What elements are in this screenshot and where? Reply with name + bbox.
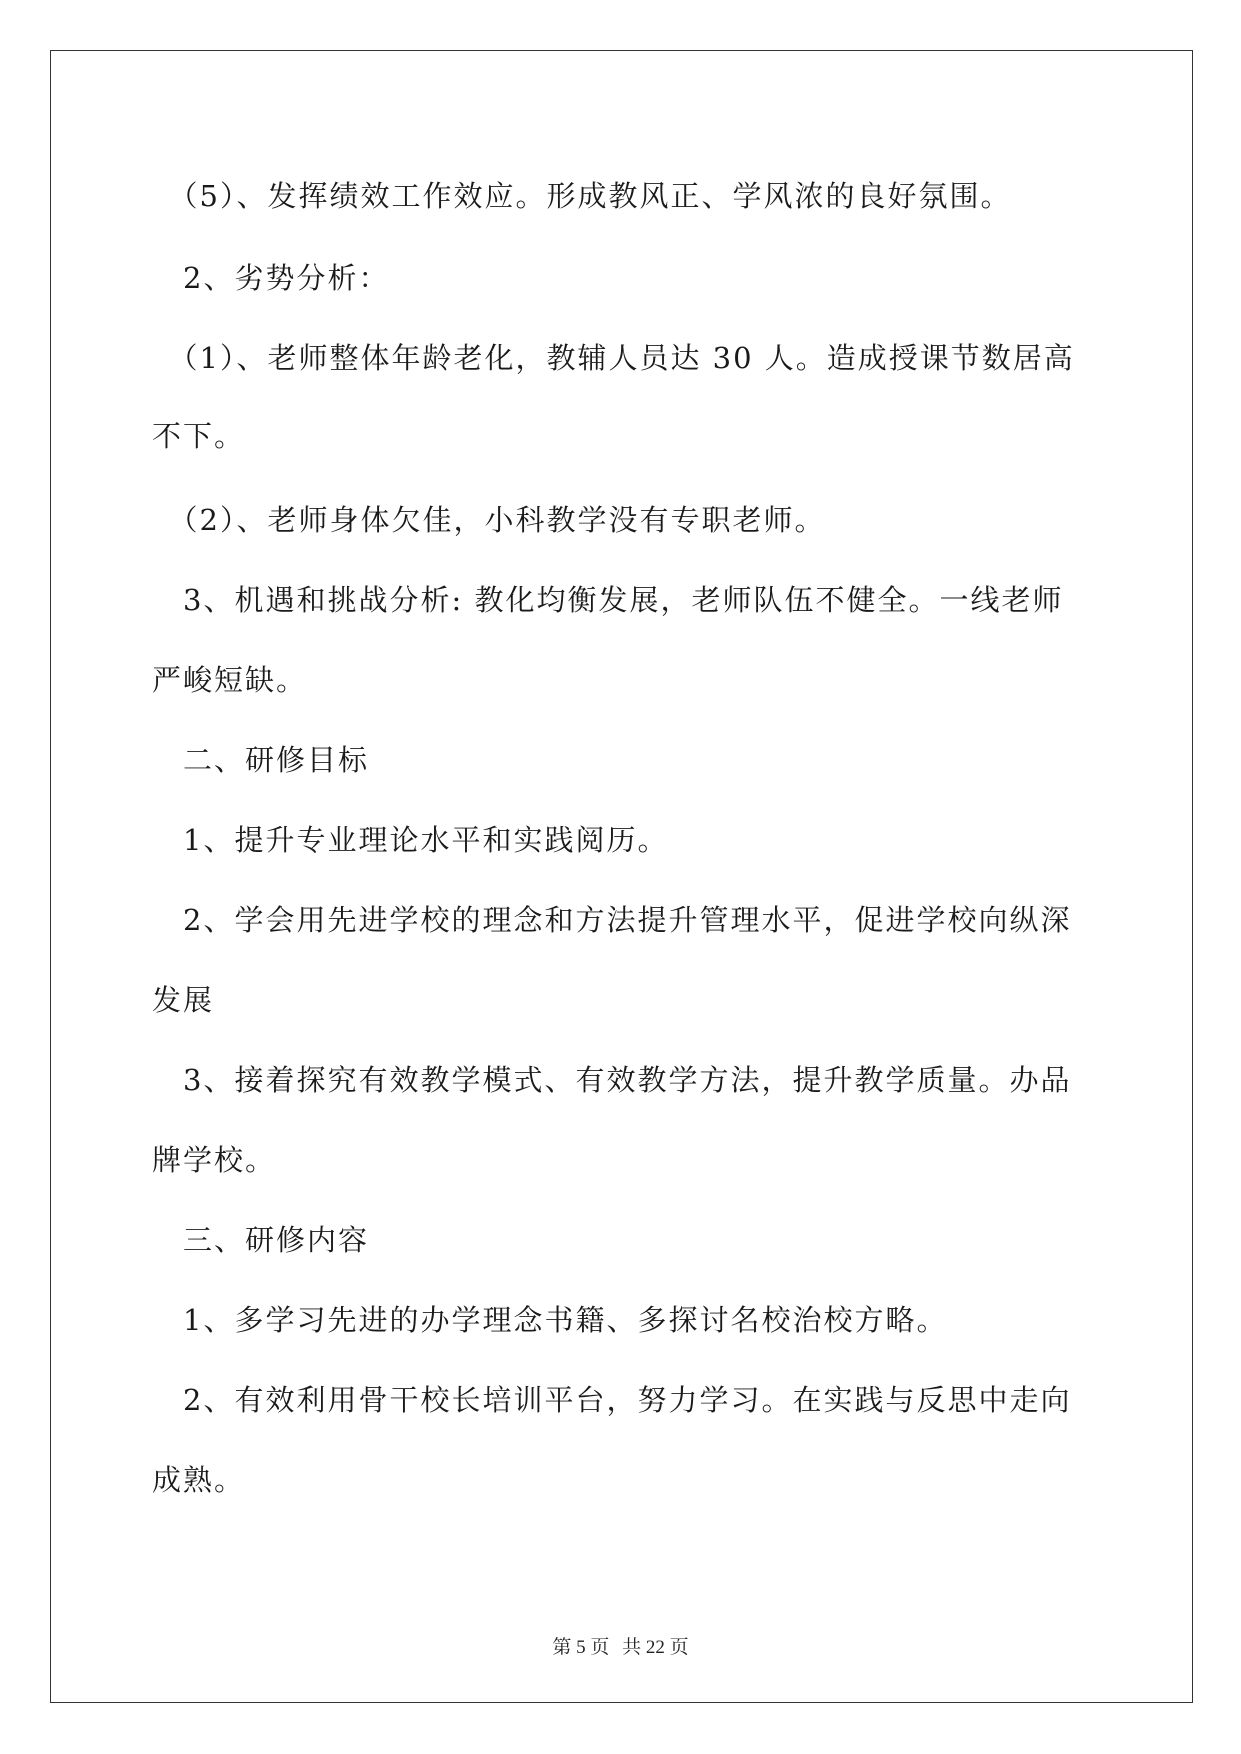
paragraph-2-line-1: 2、劣势分析： [152, 261, 390, 295]
paragraph-7-line-1: 1、提升专业理论水平和实践阅历。 [152, 823, 669, 857]
paragraph-1-line-1: （5）、发挥绩效工作效应。形成教风正、学风浓的良好氛围。 [152, 179, 1012, 213]
paragraph-8-line-2: 发展 [152, 983, 215, 1017]
paragraph-3-line-1: （1）、老师整体年龄老化，教辅人员达 30 人。造成授课节数居高 [152, 341, 1075, 375]
paragraph-12-line-1: 2、有效利用骨干校长培训平台，努力学习。在实践与反思中走向 [152, 1383, 1072, 1417]
paragraph-11-line-1: 1、多学习先进的办学理念书籍、多探讨名校治校方略。 [152, 1303, 948, 1337]
page-footer [0, 1632, 1241, 1659]
paragraph-12-line-2: 成熟。 [152, 1463, 246, 1497]
paragraph-5-line-2: 严峻短缺。 [152, 663, 308, 697]
paragraph-5-line-1: 3、机遇和挑战分析: 教化均衡发展，老师队伍不健全。一线老师 [152, 583, 1064, 617]
current-page-label: 第 5 页 [552, 1637, 610, 1658]
paragraph-10-line-1: 三、研修内容 [152, 1223, 370, 1257]
paragraph-4-line-1: （2）、老师身体欠佳，小科教学没有专职老师。 [152, 503, 826, 537]
total-pages-label: 共 22 页 [622, 1637, 689, 1658]
paragraph-6-line-1: 二、研修目标 [152, 743, 370, 777]
paragraph-8-line-1: 2、学会用先进学校的理念和方法提升管理水平，促进学校向纵深 [152, 903, 1072, 937]
paragraph-9-line-1: 3、接着探究有效教学模式、有效教学方法，提升教学质量。办品 [152, 1063, 1072, 1097]
paragraph-9-line-2: 牌学校。 [152, 1143, 277, 1177]
paragraph-3-line-2: 不下。 [152, 419, 246, 453]
